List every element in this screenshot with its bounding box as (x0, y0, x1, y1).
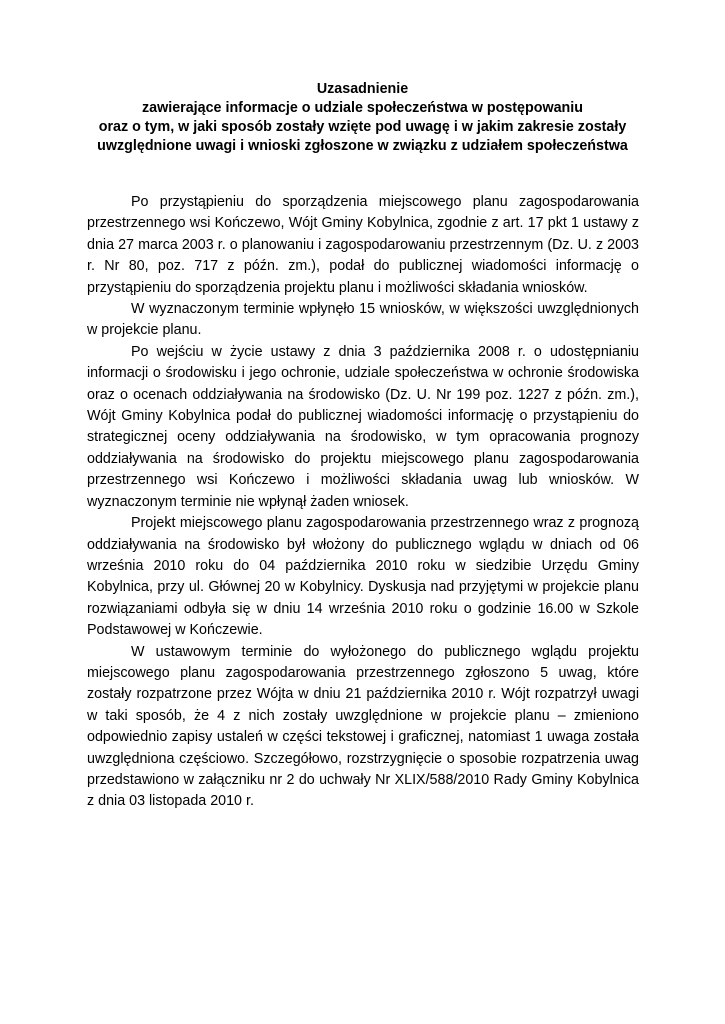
paragraph-public-display: Projekt miejscowego planu zagospodarowania przestrzennego wraz z prognozą oddziaływania na środowisko był włożony do publicznego wglądu w dniach od 06 września 2010 roku do 04 października 2010 roku w siedzibie Urzędu Gminy Kobylnica, przy ul. Głównej 20 w Kobylnicy. Dyskusja nad przyjętymi w projekcie planu rozwiązaniami odbyła się w dniu 14 września 2010 roku o godzinie 16.00 w Szkole Podstawowej w Kończewie. (87, 515, 639, 639)
heading-subtitle-line-1: zawierające informacje o udziale społeczeństwa w postępowaniu (142, 100, 583, 116)
paragraph-submitted-requests: W wyznaczonym terminie wpłynęło 15 wniosków, w większości uwzględnionych w projekcie planu. (87, 301, 639, 339)
paragraph-environmental-assessment: Po wejściu w życie ustawy z dnia 3 października 2008 r. o udostępnianiu informacji o środowisku i jego ochronie, udziale społeczeństwa w ochronie środowiska oraz o ocenach oddziaływania na środowisko (Dz. U. Nr 199 poz. 1227 z późn. zm.), Wójt Gminy Kobylnica podał do publicznej wiadomości informację o przystąpieniu do strategicznej oceny oddziaływania na środowisko, w tym opracowania prognozy oddziaływania na środowisko do projektu miejscowego planu zagospodarowania przestrzennego wsi Kończewo i możliwości składania uwag lub wniosków. W wyznaczonym terminie nie wpłynął żaden wniosek. (87, 343, 639, 510)
heading-subtitle-line-3: uwzględnione uwagi i wnioski zgłoszone w związku z udziałem społeczeństwa (97, 138, 628, 154)
document-body (87, 192, 639, 813)
paragraph-plan-initiation: Po przystąpieniu do sporządzenia miejscowego planu zagospodarowania przestrzennego wsi Kończewo, Wójt Gminy Kobylnica, zgodnie z art. 17 pkt 1 ustawy z dnia 27 marca 2003 r. o planowaniu i zagospodarowaniu przestrzennym (Dz. U. z 2003 r. Nr 80, poz. 717 z późn. zm.), podał do publicznej wiadomości informację o przystąpieniu do sporządzenia projektu planu i możliwości składania wniosków. (87, 194, 639, 296)
heading-title: Uzasadnienie (316, 81, 409, 97)
paragraph-comments-review: W ustawowym terminie do wyłożonego do publicznego wglądu projektu miejscowego planu zagospodarowania przestrzennego zgłoszono 5 uwag, które zostały rozpatrzone przez Wójta w dniu 21 października 2010 r. Wójt rozpatrzył uwagi w taki sposób, że 4 z nich zostały uwzględnione w projekcie planu – zmieniono odpowiednio zapisy ustaleń w części tekstowej i graficznej, natomiast 1 uwaga została uwzględniona częściowo. Szczegółowo, rozstrzygnięcie o sposobie rozpatrzenia uwag przedstawiono w załączniku nr 2 do uchwały Nr XLIX/588/2010 Rady Gminy Kobylnica z dnia 03 listopada 2010 r. (87, 643, 639, 810)
heading-subtitle-line-2: oraz o tym, w jaki sposób zostały wzięte pod uwagę i w jakim zakresie zostały (98, 119, 627, 135)
document-heading (80, 80, 645, 156)
